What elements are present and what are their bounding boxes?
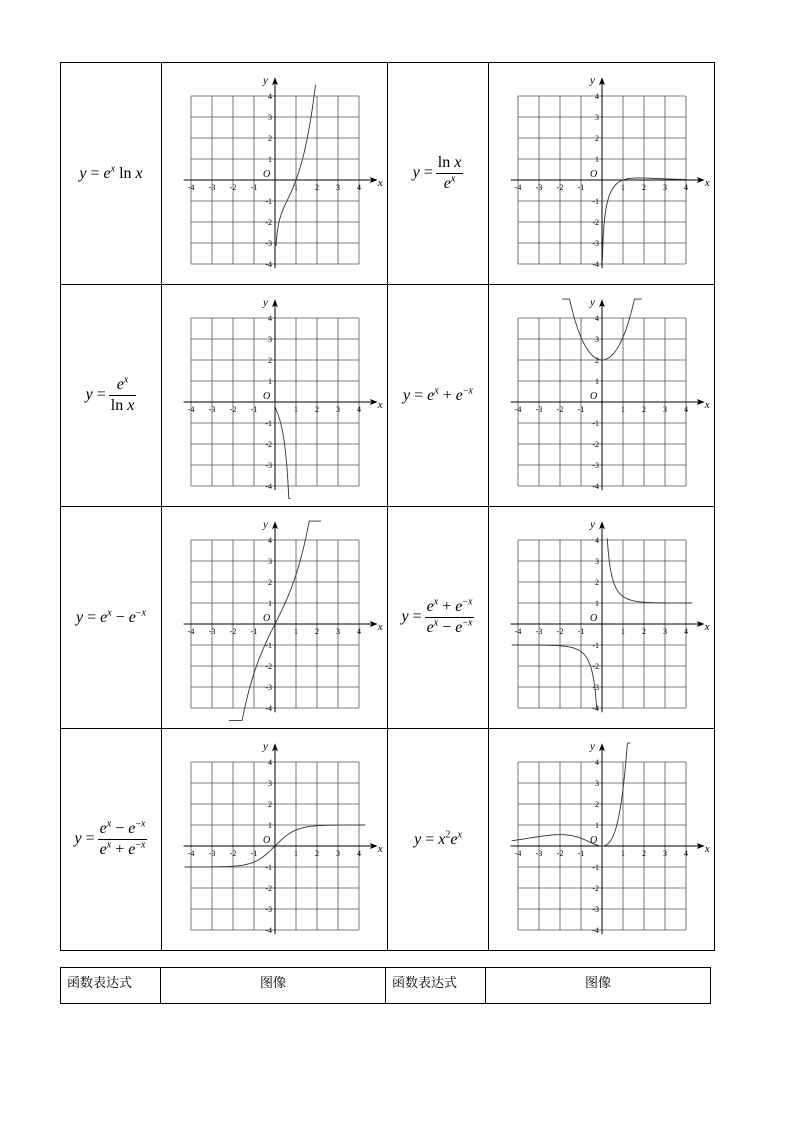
y-tick-label: -4 bbox=[591, 481, 599, 491]
y-tick-label: 4 bbox=[267, 757, 272, 767]
x-tick-label: -4 bbox=[514, 626, 521, 636]
y-tick-label: 1 bbox=[267, 154, 272, 164]
y-tick-label: -1 bbox=[264, 640, 272, 650]
y-tick-label: 3 bbox=[267, 334, 272, 344]
y-tick-label: 4 bbox=[267, 313, 272, 323]
x-tick-label: 2 bbox=[314, 626, 319, 636]
formula-cell bbox=[388, 507, 489, 729]
y-tick-label: -1 bbox=[264, 862, 272, 872]
x-tick-label: -1 bbox=[250, 848, 257, 858]
y-tick-label: 4 bbox=[594, 313, 599, 323]
x-tick-label: 1 bbox=[620, 848, 625, 858]
x-tick-label: -2 bbox=[229, 626, 236, 636]
y-tick-label: -2 bbox=[264, 217, 272, 227]
y-tick-label: 4 bbox=[267, 535, 272, 545]
x-tick-label: 1 bbox=[620, 404, 625, 414]
x-tick-label: -4 bbox=[514, 404, 521, 414]
formula-cell bbox=[61, 63, 162, 285]
x-tick-label: -2 bbox=[229, 182, 236, 192]
x-axis-label: x bbox=[377, 398, 383, 411]
x-tick-label: 3 bbox=[662, 182, 667, 192]
x-tick-label: 2 bbox=[314, 182, 319, 192]
function-curve bbox=[511, 743, 630, 846]
y-tick-label: 2 bbox=[594, 799, 599, 809]
x-tick-label: -1 bbox=[577, 848, 584, 858]
x-tick-label: 3 bbox=[335, 404, 340, 414]
x-tick-label: -1 bbox=[250, 626, 257, 636]
header-formula-1: 函数表达式 bbox=[61, 968, 161, 1004]
origin-label: O bbox=[262, 390, 270, 402]
x-tick-label: 3 bbox=[335, 182, 340, 192]
y-tick-label: 1 bbox=[594, 154, 599, 164]
x-tick-label: -3 bbox=[208, 848, 215, 858]
y-tick-label: 2 bbox=[267, 133, 272, 143]
y-axis-label: y bbox=[589, 73, 595, 86]
y-tick-label: -2 bbox=[264, 439, 272, 449]
y-tick-label: 4 bbox=[267, 91, 272, 101]
x-tick-label: 1 bbox=[293, 848, 298, 858]
origin-label: O bbox=[589, 168, 597, 180]
formula-cell bbox=[61, 285, 162, 507]
x-axis-label: x bbox=[704, 620, 710, 633]
graph-f8 bbox=[502, 739, 710, 940]
y-tick-label: 1 bbox=[267, 598, 272, 608]
graph-f1 bbox=[175, 73, 383, 274]
y-tick-label: 3 bbox=[594, 334, 599, 344]
formula-f3: y = $\frac{e^x}{\text{ln x}}$ bbox=[85, 374, 135, 414]
y-axis-label: y bbox=[589, 739, 595, 752]
x-tick-label: 4 bbox=[683, 404, 688, 414]
x-axis-label: x bbox=[704, 176, 710, 189]
y-tick-label: -3 bbox=[591, 460, 599, 470]
y-tick-label: 1 bbox=[594, 598, 599, 608]
graph-cell bbox=[162, 63, 388, 285]
function-curve bbox=[511, 645, 596, 710]
x-tick-label: -1 bbox=[577, 182, 584, 192]
y-tick-label: 1 bbox=[267, 820, 272, 830]
x-tick-label: 2 bbox=[314, 848, 319, 858]
y-tick-label: -4 bbox=[591, 259, 599, 269]
x-tick-label: -2 bbox=[556, 848, 563, 858]
x-tick-label: 3 bbox=[662, 848, 667, 858]
y-tick-label: -1 bbox=[591, 418, 599, 428]
x-tick-label: 1 bbox=[293, 404, 298, 414]
formula-cell bbox=[61, 507, 162, 729]
y-tick-label: 3 bbox=[594, 112, 599, 122]
y-tick-label: -3 bbox=[591, 904, 599, 914]
x-tick-label: 1 bbox=[293, 182, 298, 192]
y-tick-label: 3 bbox=[267, 112, 272, 122]
y-tick-label: -4 bbox=[264, 925, 272, 935]
x-tick-label: 2 bbox=[641, 182, 646, 192]
y-tick-label: 3 bbox=[267, 556, 272, 566]
formula-cell bbox=[388, 285, 489, 507]
formula-f6: y = $\frac{e^x + e^{-x}}{e^x - e^{-x}}$ bbox=[401, 596, 473, 636]
x-axis-label: x bbox=[377, 620, 383, 633]
x-tick-label: 4 bbox=[356, 848, 361, 858]
x-tick-label: -2 bbox=[556, 404, 563, 414]
header-table bbox=[60, 967, 711, 1004]
formula-f8: $y = x^2e^x$ bbox=[414, 829, 462, 848]
x-tick-label: 4 bbox=[356, 404, 361, 414]
x-axis-label: x bbox=[377, 176, 383, 189]
x-axis-label: x bbox=[377, 842, 383, 855]
y-tick-label: 1 bbox=[594, 820, 599, 830]
x-tick-label: 2 bbox=[641, 848, 646, 858]
y-tick-label: -3 bbox=[591, 682, 599, 692]
x-tick-label: 3 bbox=[335, 848, 340, 858]
formula-cell bbox=[388, 63, 489, 285]
graph-f5 bbox=[175, 517, 383, 718]
x-tick-label: -4 bbox=[514, 182, 521, 192]
function-graph-table bbox=[60, 62, 715, 951]
x-tick-label: 2 bbox=[314, 404, 319, 414]
formula-f5: $y = e^x - e^{-x}$ bbox=[76, 607, 146, 626]
y-tick-label: -4 bbox=[591, 703, 599, 713]
x-tick-label: -2 bbox=[556, 626, 563, 636]
x-tick-label: -4 bbox=[187, 848, 194, 858]
y-tick-label: -4 bbox=[264, 259, 272, 269]
x-tick-label: -3 bbox=[535, 626, 542, 636]
origin-label: O bbox=[589, 834, 597, 846]
x-axis-label: x bbox=[704, 398, 710, 411]
y-tick-label: 2 bbox=[267, 577, 272, 587]
x-tick-label: 1 bbox=[293, 626, 298, 636]
header-graph-2: 图像 bbox=[486, 968, 711, 1004]
graph-cell bbox=[489, 285, 715, 507]
x-tick-label: -1 bbox=[577, 404, 584, 414]
formula-cell bbox=[61, 729, 162, 951]
x-tick-label: 4 bbox=[356, 182, 361, 192]
graph-f2 bbox=[502, 73, 710, 274]
x-tick-label: -1 bbox=[250, 182, 257, 192]
y-tick-label: -1 bbox=[591, 640, 599, 650]
graph-f4 bbox=[502, 295, 710, 496]
x-tick-label: 4 bbox=[356, 626, 361, 636]
graph-cell bbox=[489, 507, 715, 729]
y-tick-label: 2 bbox=[594, 577, 599, 587]
y-axis-label: y bbox=[589, 517, 595, 530]
x-tick-label: 4 bbox=[683, 848, 688, 858]
x-tick-label: 1 bbox=[620, 182, 625, 192]
y-tick-label: 3 bbox=[594, 778, 599, 788]
y-tick-label: 1 bbox=[594, 376, 599, 386]
y-tick-label: 4 bbox=[594, 757, 599, 767]
y-tick-label: -2 bbox=[264, 883, 272, 893]
y-tick-label: 2 bbox=[594, 133, 599, 143]
x-tick-label: 3 bbox=[662, 404, 667, 414]
y-tick-label: -4 bbox=[591, 925, 599, 935]
y-tick-label: 3 bbox=[267, 778, 272, 788]
y-tick-label: 4 bbox=[594, 91, 599, 101]
x-tick-label: -2 bbox=[556, 182, 563, 192]
y-tick-label: -1 bbox=[264, 196, 272, 206]
graph-cell bbox=[162, 729, 388, 951]
graph-f7 bbox=[175, 739, 383, 940]
y-axis-label: y bbox=[262, 295, 268, 308]
origin-label: O bbox=[262, 612, 270, 624]
x-tick-label: -1 bbox=[250, 404, 257, 414]
y-tick-label: -1 bbox=[264, 418, 272, 428]
y-tick-label: 1 bbox=[267, 376, 272, 386]
x-tick-label: 3 bbox=[662, 626, 667, 636]
function-curve bbox=[607, 538, 692, 603]
y-tick-label: -1 bbox=[591, 862, 599, 872]
y-tick-label: 3 bbox=[594, 556, 599, 566]
x-tick-label: -4 bbox=[187, 404, 194, 414]
y-axis-label: y bbox=[262, 73, 268, 86]
x-tick-label: -4 bbox=[187, 182, 194, 192]
y-axis-label: y bbox=[589, 295, 595, 308]
x-tick-label: 4 bbox=[683, 626, 688, 636]
y-tick-label: -4 bbox=[264, 481, 272, 491]
x-tick-label: 4 bbox=[683, 182, 688, 192]
x-tick-label: -3 bbox=[535, 404, 542, 414]
x-tick-label: -4 bbox=[187, 626, 194, 636]
header-formula-2: 函数表达式 bbox=[386, 968, 486, 1004]
graph-cell bbox=[489, 63, 715, 285]
formula-cell bbox=[388, 729, 489, 951]
y-tick-label: -1 bbox=[591, 196, 599, 206]
y-tick-label: -4 bbox=[264, 703, 272, 713]
header-graph-1: 图像 bbox=[161, 968, 386, 1004]
origin-label: O bbox=[262, 834, 270, 846]
y-tick-label: -3 bbox=[264, 460, 272, 470]
x-tick-label: 1 bbox=[620, 626, 625, 636]
x-tick-label: -3 bbox=[535, 848, 542, 858]
y-tick-label: 2 bbox=[267, 355, 272, 365]
y-tick-label: -2 bbox=[591, 439, 599, 449]
x-tick-label: -3 bbox=[208, 626, 215, 636]
x-tick-label: -1 bbox=[577, 626, 584, 636]
y-tick-label: -3 bbox=[591, 238, 599, 248]
origin-label: O bbox=[589, 612, 597, 624]
y-axis-label: y bbox=[262, 739, 268, 752]
graph-f6 bbox=[502, 517, 710, 718]
formula-f1: $y = e^x$ ln x bbox=[79, 163, 143, 182]
y-tick-label: 2 bbox=[267, 799, 272, 809]
y-tick-label: -2 bbox=[591, 883, 599, 893]
formula-f7: y = $\frac{e^x - e^{-x}}{e^x + e^{-x}}$ bbox=[74, 818, 146, 858]
graph-cell bbox=[162, 507, 388, 729]
y-tick-label: 2 bbox=[594, 355, 599, 365]
y-tick-label: -2 bbox=[264, 661, 272, 671]
x-tick-label: -3 bbox=[535, 182, 542, 192]
y-tick-label: -3 bbox=[264, 904, 272, 914]
x-tick-label: -3 bbox=[208, 404, 215, 414]
graph-cell bbox=[162, 285, 388, 507]
y-tick-label: -3 bbox=[264, 238, 272, 248]
x-tick-label: -2 bbox=[229, 404, 236, 414]
x-tick-label: -3 bbox=[208, 182, 215, 192]
x-tick-label: 2 bbox=[641, 626, 646, 636]
x-tick-label: 3 bbox=[335, 626, 340, 636]
graph-f3 bbox=[175, 295, 383, 496]
formula-f2: y = $\frac{\text{ln x}}{e^x}$ bbox=[412, 154, 462, 192]
formula-f4: $y = e^x + e^{-x}$ bbox=[403, 385, 473, 404]
y-tick-label: -2 bbox=[591, 661, 599, 671]
y-tick-label: -3 bbox=[264, 682, 272, 692]
x-tick-label: -4 bbox=[514, 848, 521, 858]
origin-label: O bbox=[262, 168, 270, 180]
y-axis-label: y bbox=[262, 517, 268, 530]
graph-cell bbox=[489, 729, 715, 951]
y-tick-label: 4 bbox=[594, 535, 599, 545]
origin-label: O bbox=[589, 390, 597, 402]
x-tick-label: -2 bbox=[229, 848, 236, 858]
y-tick-label: -2 bbox=[591, 217, 599, 227]
x-axis-label: x bbox=[704, 842, 710, 855]
x-tick-label: 2 bbox=[641, 404, 646, 414]
function-curve bbox=[275, 402, 291, 499]
